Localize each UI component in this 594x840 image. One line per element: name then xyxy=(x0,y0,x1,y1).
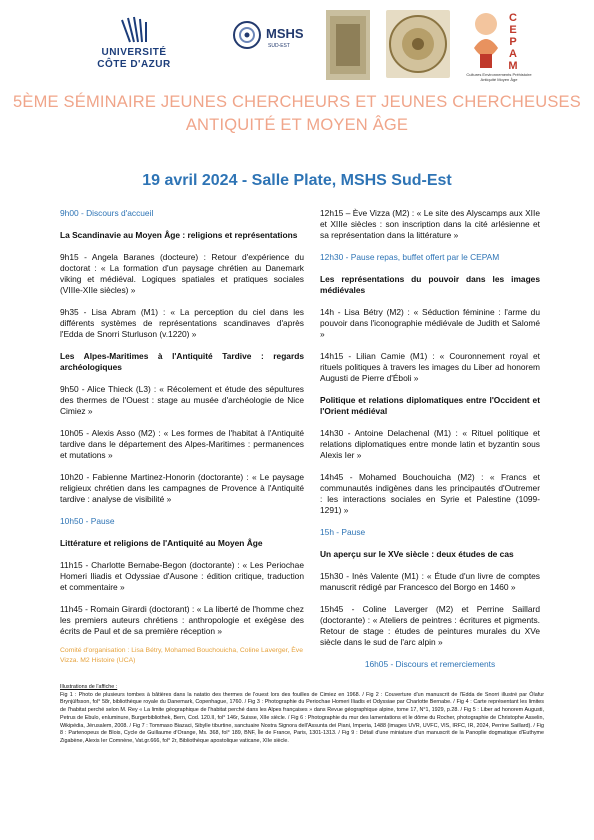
welcome-session: 9h00 - Discours d'accueil xyxy=(60,208,154,218)
talk-item: 11h15 - Charlotte Bernabe-Begon (doctorante) : « Les Periochae Homeri Iliadis et Odyssiae d'Ausone : édition critique, traduction et commentaire » xyxy=(60,560,304,592)
cepam-subtitle: Cultures Environnements Préhistoire Antiquité Moyen Âge xyxy=(466,72,532,82)
uca-name-line2: CÔTE D'AZUR xyxy=(97,59,171,70)
mshs-logo xyxy=(232,18,310,58)
talk-item: 10h20 - Fabienne Martinez-Honorin (doctorante) : « Le paysage religieux chrétien dans les campagnes de Provence à l'Antiquité tardive : analyse de visibilité » xyxy=(60,472,304,504)
illustration-credits-text: Fig 1 : Photo de plusieurs tombes à bâtières dans la natatio des thermes de l'ouest lors des fouilles de Cimiez en 1968. / Fig 2 : Couverture d'un manuscrit de l'Edda de Snorri illustré par Ólafur Brynjúlfsson, fol° 58r, bibliothèque royale du Danemark, Copenhague, 1760. / Fig 3 : Photographie du Periochae Homeri Iliadis et Odyssiae par Charlotte Bernabe. / Fig 4 : Carte représentant les limites de l'habitat perché selon M. Rey « La limite géographique de l'habitat perché dans les Alpes françaises » dans Revue géographique alpine, tome 17, N°1, 1929, p.28. / Fig 5 : Liber ad honorem Augusti, Petrus de Ebulo, enluminure, Burgerbibliothek, Bern, Cod. 120.II, fol° 146r, Suisse, XIIe siècle. / Fig 6 : Photographie du mur des lamentations et le dôme du Rocher, photographie de Christophe Asselin, Wikipédia, Jérusalem, 2008. / Fig 7 : Tommaso Biazaci, Sibylle tiburtine, sanctuaire Nostra Signora dell'Assunta dei Piani, Imperia, 1488 (images UVR, UVFC, VIS, IRFC, IR, 2024, Perrine Saillard). / Fig 8 : Partenopeus de Blois, Cycle de Guillaume d'Orange, Ms. 368, fol° 189, BNF, Île de France, Paris, 1301-1313. / Fig 9 : Détail d'une miniature d'un manuscrit de la Panoplie dogmatique d'Euthyme Zigabène, Alexis Ier Comnène, Vat.gr.666, fol° 2r, Bibliothèque apostolique vaticane, XIIe siècle. xyxy=(60,691,544,744)
mshs-subtitle: SUD-EST xyxy=(268,43,290,49)
illustration-credits xyxy=(60,684,544,746)
pause-item: 10h50 - Pause xyxy=(60,516,115,526)
universite-cote-azur-logo xyxy=(88,16,180,74)
section-heading: Les représentations du pouvoir dans les images médiévales xyxy=(320,274,540,295)
talk-item: 15h45 - Coline Laverger (M2) et Perrine Saillard (doctorante) : « Ateliers de peintres : écritures et pigments. Retour de stage : études de peintures murales du XVe siècle dans le sud de l'arc alpin » xyxy=(320,604,540,647)
talk-item: 11h45 - Romain Girardi (doctorant) : « La liberté de l'homme chez les premiers auteurs chrétiens : anthropologie et exégèse des écrits de Paul et de sa première réception » xyxy=(60,604,304,636)
uca-name-line1: UNIVERSITÉ xyxy=(101,47,167,58)
uca-emblem-icon xyxy=(116,16,152,44)
mshs-name: MSHS xyxy=(266,26,304,41)
talk-item: 14h30 - Antoine Delachenal (M1) : « Rituel politique et relations diplomatiques entre monde latin et byzantin sous Alexis Ier » xyxy=(320,428,540,460)
organising-committee: Comité d'organisation : Lisa Bétry, Mohamed Bouchouicha, Coline Laverger, Ève Vizza. M2 Histoire (UCA) xyxy=(60,647,303,664)
talk-item: 14h - Lisa Bétry (M2) : « Séduction féminine : l'arme du pouvoir dans l'iconographie médiévale de Judith et Salomé » xyxy=(320,307,540,339)
cepam-emblem-icon xyxy=(466,10,506,72)
cepam-name: CEPAM xyxy=(508,12,518,72)
section-heading: La Scandinavie au Moyen Âge : religions et représentations xyxy=(60,230,298,240)
mshs-emblem-icon xyxy=(232,20,262,50)
section-heading: Littérature et religions de l'Antiquité au Moyen Âge xyxy=(60,538,263,548)
talk-item: 9h35 - Lisa Abram (M1) : « La perception du ciel dans les différents systèmes de représentations scandinaves d'après l'Edda de Snorri Sturluson (v.1220) » xyxy=(60,307,304,339)
seminar-title-line1: 5ÈME SÉMINAIRE JEUNES CHERCHEURS ET JEUNES CHERCHEUSES xyxy=(13,93,581,111)
talk-item: 14h15 - Lilian Camie (M1) : « Couronnement royal et rituels politiques à travers les images du Liber ad honorem Augusti de Pierre d'Éboli » xyxy=(320,351,540,383)
program-right-column xyxy=(320,208,540,681)
cepam-logo xyxy=(466,10,532,82)
logo-bar xyxy=(0,0,594,90)
talk-item: 12h15 – Ève Vizza (M2) : « Le site des Alyscamps aux XIIe et XIIIe siècles : son inscription dans la cité arlésienne et sa représentation dans la littérature » xyxy=(320,208,540,240)
illustration-credits-title: Illustrations de l'affiche : xyxy=(60,684,118,690)
closing-remarks: 16h05 - Discours et remerciements xyxy=(364,659,496,669)
talk-item: 15h30 - Inès Valente (M1) : « Étude d'un livre de comptes manuscrit rédigé par Francesco del Borgo en 1460 » xyxy=(320,571,540,592)
talk-item: 14h45 - Mohamed Bouchouicha (M2) : « Francs et communautés indigènes dans les principautés d'Outremer : les interactions sociales en Syrie et Palestine (1099-1291) » xyxy=(320,472,540,515)
event-date-location: 19 avril 2024 - Salle Plate, MSHS Sud-Est xyxy=(142,172,452,189)
section-heading: Un aperçu sur le XVe siècle : deux études de cas xyxy=(320,549,514,559)
pause-item: 15h - Pause xyxy=(320,527,366,537)
program-left-column xyxy=(60,208,304,648)
talk-item: 9h50 - Alice Thieck (L3) : « Récolement et étude des sépultures des thermes de l'Ouest : stage au musée d'archéologie de Nice Cimiez » xyxy=(60,384,304,416)
illustration-thumbnail-2 xyxy=(386,10,450,78)
seminar-title-line2: ANTIQUITÉ ET MOYEN ÂGE xyxy=(185,116,409,134)
section-heading: Politique et relations diplomatiques entre l'Occident et l'Orient médiéval xyxy=(320,395,540,416)
talk-item: 10h05 - Alexis Asso (M2) : « Les formes de l'habitat à l'Antiquité tardive dans le département des Alpes-Maritimes : permanences et mutations » xyxy=(60,428,304,460)
pause-item: 12h30 - Pause repas, buffet offert par le CEPAM xyxy=(320,252,500,262)
section-heading: Les Alpes-Maritimes à l'Antiquité Tardive : regards archéologiques xyxy=(60,351,304,372)
talk-item: 9h15 - Angela Baranes (docteure) : Retour d'expérience du doctorat : « La formation d'un paysage chrétien au Danemark viking et médiéval. Logiques spatiales et pratiques sociales (VIIIe-XIIe siècles) » xyxy=(60,252,304,295)
illustration-thumbnail-1 xyxy=(326,10,370,80)
